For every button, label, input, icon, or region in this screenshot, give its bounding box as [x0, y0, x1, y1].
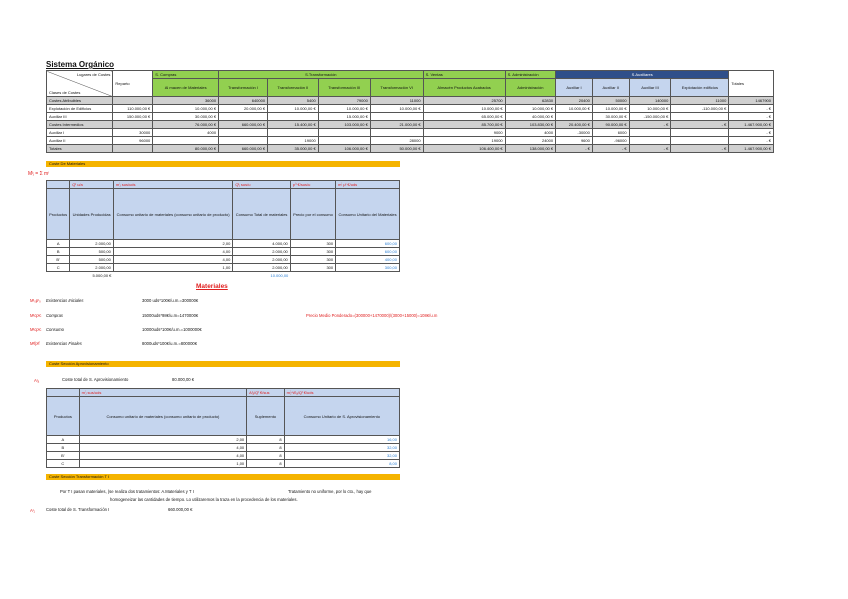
table-cell: -150.000,00 € — [629, 113, 671, 121]
table-header-row — [47, 189, 400, 240]
materiales-symbol: Mᴵcpᴵc — [30, 313, 42, 318]
table-cell: 62830 — [505, 97, 555, 105]
corner-top-label: Lugares de Costes — [76, 72, 111, 77]
corner-bottom-label: Clases de Costes — [49, 90, 81, 95]
table-cell: 36000 — [153, 97, 219, 105]
table-cell: - € — [671, 145, 729, 153]
table-row — [47, 264, 400, 272]
subheader-cell: Transformación VI — [370, 79, 423, 97]
table-cell: 500,00 — [70, 256, 114, 264]
table-cell: 2.000,00 — [233, 264, 290, 272]
subheader-cell: Almacén Productos Acabados — [423, 79, 505, 97]
subheader-cell: Auxiliar III — [629, 79, 671, 97]
table-cell — [219, 113, 268, 121]
materiales-value: 8000uds*100€/u.m.=800000€ — [142, 341, 198, 346]
table-row — [47, 121, 774, 129]
column-header: Consumo Total de materiales — [233, 189, 290, 240]
transf-text-1b: Tratamiento no uniforme, por lo cto., hay que — [288, 489, 372, 494]
table-cell: 80.000,00 € — [153, 145, 219, 153]
table-cell: 10.000,00 € — [629, 105, 671, 113]
row-label: Totales — [47, 145, 113, 153]
table-cell — [370, 113, 423, 121]
table-cell — [336, 272, 400, 280]
table-cell: 10.000,00 € — [592, 105, 629, 113]
table-cell: 4,00 — [79, 444, 246, 452]
column-header: Consumo Unitario del Materiales — [336, 189, 400, 240]
header-transformacion: S.Transformación — [219, 71, 424, 79]
table-cell: 30.000,00 € — [592, 113, 629, 121]
row-label: Explotación de Edificios — [47, 105, 113, 113]
table-cell: 5400 — [268, 97, 319, 105]
table-cell: 25700 — [423, 97, 505, 105]
table-cell: -110.000,00 € — [671, 105, 729, 113]
table-cell: 11000 — [370, 97, 423, 105]
table-cell: 79000 — [318, 97, 370, 105]
table-cell: -96000 — [592, 137, 629, 145]
row-label: Auxiliar III — [47, 113, 113, 121]
column-header: Consumo Unitario de S. Aprovisionamiento — [284, 397, 399, 436]
table-cell: 300,00 — [336, 264, 400, 272]
column-header: Precio por el consumo — [290, 189, 335, 240]
symbol-cell: Aᴵₐ/Qᴵ €/sus — [247, 389, 284, 397]
table-cell: 2,00 — [113, 240, 232, 248]
column-header: Consumo unitario de materiales (consumo unitario de producto) — [79, 397, 246, 436]
table-cell: 660.000,00 € — [219, 145, 268, 153]
header-ventas: S. Ventas — [423, 71, 505, 79]
transf-label: Coste total de S. Transformación I — [46, 507, 110, 512]
materiales-symbol: Mᴵcpᴵᴄ — [30, 327, 42, 332]
table-cell — [113, 97, 153, 105]
table-cell: 600,00 — [336, 248, 400, 256]
table-cell: 30.000,00 € — [153, 113, 219, 121]
table-cell: 8,00 — [284, 460, 399, 468]
aprov-symbol: Aᴵₐ — [34, 378, 40, 383]
table-cell: 21.000,00 € — [370, 121, 423, 129]
header-administracion: S. Administración — [505, 71, 555, 79]
table-cell: 32,00 — [284, 444, 399, 452]
table-row — [47, 137, 774, 145]
table-cell: 10.000,00 € — [268, 105, 319, 113]
subheader-cell: Transformación II — [268, 79, 319, 97]
total-left: 5.000,00 € — [92, 273, 112, 278]
table-cell: 103.830,00 € — [505, 121, 555, 129]
table-cell: - € — [729, 137, 774, 145]
column-header: Productos — [47, 397, 80, 436]
table-cell: 30000 — [113, 129, 153, 137]
materials-consumption-table — [46, 180, 400, 279]
table-cell: 96000 — [113, 137, 153, 145]
table-cell: 10.000,00 € — [505, 105, 555, 113]
table-cell: 140000 — [629, 97, 671, 105]
table-cell — [629, 137, 671, 145]
transf-value: 660.000,00 € — [168, 507, 193, 512]
section-bar-materiales: Coste De Materiales — [46, 161, 400, 167]
transf-text-2: homogeneizar las cantidades de tiempo. Lo utilizaremos la traza en la procedencia de los materiales. — [110, 497, 298, 502]
table-cell: 32,00 — [284, 452, 399, 460]
table-cell: 138.000,00 € — [505, 145, 555, 153]
table-header-row — [47, 71, 774, 79]
table-row — [47, 452, 400, 460]
table-cell: 2.000,00 — [233, 256, 290, 264]
table-cell: 9000 — [423, 129, 505, 137]
materiales-symbol: Mᴵ₀pᴵ₀ — [30, 298, 41, 303]
table-cell: 19000 — [423, 137, 505, 145]
symbol-cell: mⁱⱼ sus/uds — [113, 181, 232, 189]
table-cell — [47, 181, 70, 189]
table-cell: 300 — [290, 248, 335, 256]
table-cell: - € — [629, 121, 671, 129]
row-label: Costes Atribuibles — [47, 97, 113, 105]
subheader-cell: Al macen de Materiales — [153, 79, 219, 97]
materiales-label: Existencias Iniciales — [46, 298, 84, 303]
materiales-value: 15000uds*98€/u.m=1470000€ — [142, 313, 199, 318]
symbol-cell: Qᴵⱼ sus/u — [233, 181, 290, 189]
column-header: Unidades Producidas — [70, 189, 114, 240]
table-cell: 40.000,00 € — [505, 113, 555, 121]
table-cell: 660.000,00 € — [219, 121, 268, 129]
total-right: 10.000,00 — [270, 273, 289, 278]
materiales-note: Precio Medio Ponderado=(300000+1470000)/(3000+15000)=108€/u.m — [306, 313, 438, 318]
subheader-cell: Explotación edificios — [671, 79, 729, 97]
table-cell: 106.400,00 € — [423, 145, 505, 153]
table-cell: 20.400,00 € — [556, 121, 593, 129]
header-reparto: Reparto — [113, 71, 153, 97]
table-cell: 10.000,00 € — [423, 105, 505, 113]
table-cell: A — [47, 240, 70, 248]
table-cell: 90.000,00 € — [592, 121, 629, 129]
table-cell: 15.000,00 € — [318, 113, 370, 121]
table-cell: C — [47, 264, 70, 272]
table-cell: 300 — [290, 264, 335, 272]
table-cell: C — [47, 460, 80, 468]
row-label: Auxiliar I — [47, 129, 113, 137]
materiales-value: 3000 uds*100€/u.m.=300000€ — [142, 298, 199, 303]
symbol-cell: mⁱⱼ sus/uds — [79, 389, 246, 397]
aprov-value: 80.000,00 € — [172, 377, 195, 382]
page-title: Sistema Orgánico — [46, 60, 115, 69]
table-cell: 28000 — [370, 137, 423, 145]
table-cell — [47, 272, 70, 280]
table-cell: 150.000,00 € — [113, 113, 153, 121]
header-auxiliares: S.Auxiliares — [556, 71, 729, 79]
table-cell: 19000 — [268, 137, 319, 145]
table-cell — [370, 129, 423, 137]
symbol-cell: mⁱⱼ*Aᴵₐ/Qᴵ €/uds — [284, 389, 399, 397]
symbol-cell: Qᴵ u/a — [70, 181, 114, 189]
table-row — [47, 444, 400, 452]
table-cell — [318, 129, 370, 137]
subheader-cell: Auxiliar I — [556, 79, 593, 97]
table-cell: - € — [629, 145, 671, 153]
table-row — [47, 240, 400, 248]
table-cell: 4000 — [505, 129, 555, 137]
table-header-row — [47, 397, 400, 436]
subheader-cell: Administración — [505, 79, 555, 97]
table-cell: 400,00 — [336, 256, 400, 264]
table-cell: - € — [729, 129, 774, 137]
table-cell: 20400 — [556, 97, 593, 105]
materiales-label: Compras — [46, 313, 63, 318]
row-label: Costes Intermedios — [47, 121, 113, 129]
table-cell: 8 — [247, 444, 284, 452]
table-cell — [671, 137, 729, 145]
subheader-cell: Transformación III — [318, 79, 370, 97]
table-cell: 600,00 — [336, 240, 400, 248]
transf-text-1: Por T I pasan materiales, (se realiza dos tratamientos: A.Materiales y T I — [60, 489, 194, 494]
formula-materiales: Mᴵⱼ = Σ mⁱ — [28, 171, 50, 177]
aprovisionamiento-table — [46, 388, 400, 468]
symbol-cell: pⁱᴵ €/sus/u — [290, 181, 335, 189]
transf-symbol: Aᴵ₁ — [30, 508, 35, 513]
table-cell — [290, 272, 335, 280]
table-cell: 106.000,00 € — [318, 145, 370, 153]
table-cell — [47, 389, 80, 397]
symbol-row — [47, 181, 400, 189]
table-cell: - € — [556, 145, 593, 153]
cost-distribution-table — [46, 70, 774, 153]
table-cell: 300 — [290, 240, 335, 248]
table-corner-cell — [47, 71, 113, 97]
table-cell: 50.000,00 € — [370, 145, 423, 153]
table-cell — [219, 137, 268, 145]
table-cell: 1,00 — [79, 460, 246, 468]
table-cell: 300 — [290, 256, 335, 264]
column-header: Suplemento — [247, 397, 284, 436]
table-cell — [671, 129, 729, 137]
materiales-symbol: Mᴵfpᴵf — [30, 341, 40, 346]
table-cell: 50000 — [592, 97, 629, 105]
table-cell — [113, 121, 153, 129]
table-cell: B' — [47, 452, 80, 460]
table-cell: 20.000,00 € — [219, 105, 268, 113]
table-cell: 4,00 — [113, 248, 232, 256]
table-cell: 9600 — [556, 137, 593, 145]
table-cell — [629, 129, 671, 137]
table-cell: 15.400,00 € — [268, 121, 319, 129]
aprov-label: Coste total de S. Aprovisionamiento — [62, 377, 129, 382]
table-cell — [318, 137, 370, 145]
table-row — [47, 105, 774, 113]
table-cell: 1,00 — [113, 264, 232, 272]
subheader-cell: Auxiliar II — [592, 79, 629, 97]
table-cell: 65.000,00 € — [423, 113, 505, 121]
table-cell: - € — [592, 145, 629, 153]
section-bar-transformacion: Coste Sección Transformación T I — [46, 474, 400, 480]
table-cell: 110.000,00 € — [113, 105, 153, 113]
table-cell: A — [47, 436, 80, 444]
table-cell: 10.000,00 € — [556, 105, 593, 113]
table-cell: - € — [729, 113, 774, 121]
table-cell: 10.000,00 € — [370, 105, 423, 113]
table-row — [47, 97, 774, 105]
table-cell: 4,00 — [79, 452, 246, 460]
table-cell — [268, 129, 319, 137]
table-cell: 6000 — [592, 129, 629, 137]
symbol-cell: mⁱ μᴵ €/uds — [336, 181, 400, 189]
table-cell: -30000 — [556, 129, 593, 137]
table-cell — [219, 129, 268, 137]
section-bar-aprovisionamiento: Coste Sección Aprovisionamiento — [46, 361, 400, 367]
table-subheader-row — [47, 79, 774, 97]
subheader-cell: Transformación I — [219, 79, 268, 97]
table-cell: 2.000,00 — [70, 264, 114, 272]
table-cell — [556, 113, 593, 121]
table-cell: 2.000,00 — [233, 248, 290, 256]
materiales-value: 10000uds*100€/u.m.=1000000€ — [142, 327, 202, 332]
header-totales: Totales — [729, 71, 774, 97]
table-cell: 16,00 — [284, 436, 399, 444]
table-cell: 1.467.900,00 € — [729, 145, 774, 153]
table-cell: 500,00 — [70, 248, 114, 256]
table-cell: 8 — [247, 436, 284, 444]
materiales-title: Materiales — [196, 283, 228, 290]
materiales-label: Existencias Finales — [46, 341, 82, 346]
table-cell: 640000 — [219, 97, 268, 105]
table-cell: 10.000,00 € — [153, 105, 219, 113]
table-cell: 76.000,00 € — [153, 121, 219, 129]
table-cell: 35.000,00 € — [268, 145, 319, 153]
table-row — [47, 113, 774, 121]
table-cell: 24000 — [505, 137, 555, 145]
table-cell — [113, 272, 232, 280]
header-compras: S. Compras — [153, 71, 219, 79]
table-row — [47, 248, 400, 256]
column-header: Consumo unitario de materiales (consumo unitario de producto) — [113, 189, 232, 240]
table-cell: 1.467.900,00 € — [729, 121, 774, 129]
table-cell: 1467900 — [729, 97, 774, 105]
table-cell: 2.000,00 — [70, 240, 114, 248]
table-row — [47, 460, 400, 468]
table-row — [47, 256, 400, 264]
table-cell: 103.000,00 € — [318, 121, 370, 129]
table-cell — [153, 137, 219, 145]
table-cell: 10.000,00 € — [318, 105, 370, 113]
table-cell — [268, 113, 319, 121]
table-cell: 4.000,00 — [233, 240, 290, 248]
row-label: Auxiliar II — [47, 137, 113, 145]
table-cell — [113, 145, 153, 153]
table-cell: - € — [729, 105, 774, 113]
table-cell: B — [47, 444, 80, 452]
totals-row — [47, 272, 400, 280]
table-row — [47, 436, 400, 444]
column-header: Productos — [47, 189, 70, 240]
table-cell: 4,00 — [113, 256, 232, 264]
table-cell: B' — [47, 256, 70, 264]
table-cell: 11000 — [671, 97, 729, 105]
materiales-label: Consumo — [46, 327, 64, 332]
symbol-row — [47, 389, 400, 397]
table-cell: 85.700,00 € — [423, 121, 505, 129]
table-cell: - € — [671, 121, 729, 129]
table-row — [47, 145, 774, 153]
table-cell: B — [47, 248, 70, 256]
table-cell: 8 — [247, 452, 284, 460]
table-row — [47, 129, 774, 137]
table-cell — [671, 113, 729, 121]
table-cell: 4000 — [153, 129, 219, 137]
table-cell: 8 — [247, 460, 284, 468]
table-cell: 2,00 — [79, 436, 246, 444]
